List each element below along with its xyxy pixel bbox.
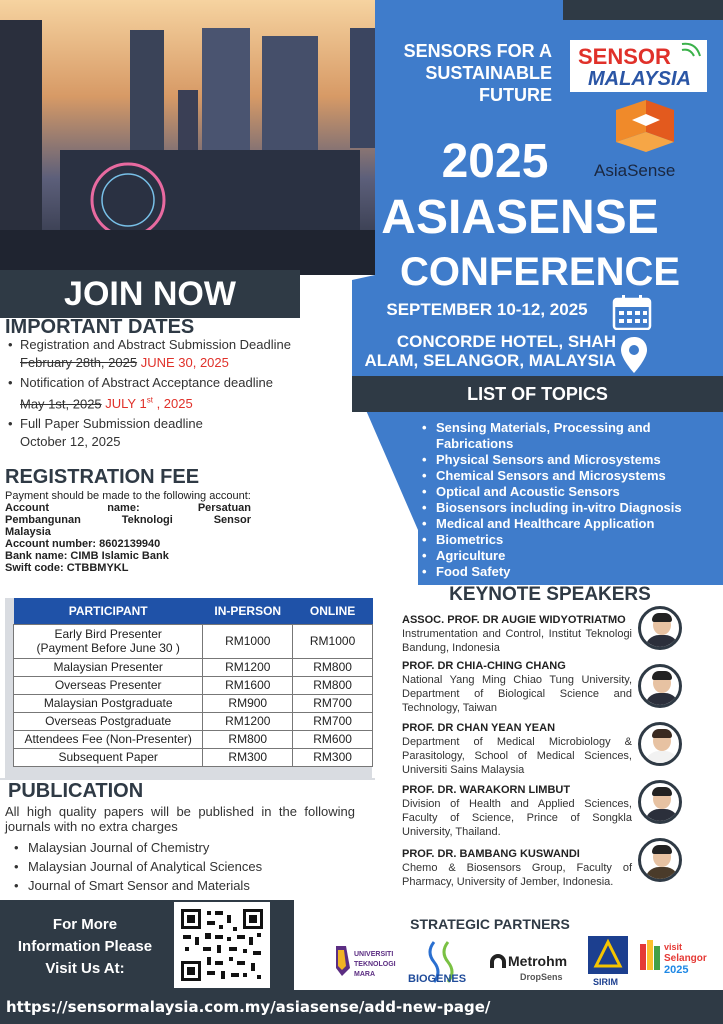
speaker-name: PROF. DR. WARAKORN LIMBUT (402, 784, 571, 796)
speaker-entry (402, 660, 632, 715)
participant-cell: Subsequent Paper (14, 748, 203, 766)
city-skyline-photo (0, 0, 375, 275)
svg-text:AsiaSense: AsiaSense (594, 161, 676, 180)
important-dates-heading: IMPORTANT DATES (5, 316, 195, 338)
in-person-fee: RM1600 (203, 676, 293, 694)
svg-text:SENSOR: SENSOR (578, 44, 671, 69)
speaker-photo (638, 838, 682, 882)
publication-heading: PUBLICATION (8, 780, 144, 802)
date-label: Registration and Abstract Submission Deadline (20, 337, 291, 352)
svg-text:DropSens: DropSens (520, 972, 563, 982)
calendar-icon (612, 294, 652, 330)
table-row (14, 624, 373, 658)
asiasense-logo (586, 100, 708, 182)
participant-cell: Early Bird Presenter (Payment Before June 30 ) (14, 624, 203, 658)
journal-item: • Journal of Smart Sensor and Materials (12, 876, 262, 895)
partner-logo-sirim (586, 934, 630, 988)
fee-table (13, 598, 373, 767)
svg-text:UNIVERSITI: UNIVERSITI (354, 951, 394, 958)
online-fee: RM800 (293, 658, 373, 676)
payment-info (5, 490, 251, 574)
topic-item: • Medical and Healthcare Application (420, 516, 700, 532)
partner-logo-visit-selangor (636, 934, 718, 988)
date-label: Full Paper Submission deadline (20, 416, 203, 432)
svg-text:Metrohm: Metrohm (508, 953, 568, 969)
date-label: Notification of Abstract Acceptance deadline (20, 375, 273, 390)
table-row (14, 676, 373, 694)
online-fee: RM600 (293, 730, 373, 748)
fee-table-panel (5, 598, 372, 778)
speaker-entry (402, 784, 632, 839)
column-header: ONLINE (293, 598, 373, 624)
online-fee: RM700 (293, 712, 373, 730)
topic-item: • Optical and Acoustic Sensors (420, 484, 700, 500)
tagline (376, 40, 552, 106)
online-fee: RM700 (293, 694, 373, 712)
join-now-banner: JOIN NOW (0, 270, 300, 318)
topics-list (420, 420, 700, 580)
in-person-fee: RM1200 (203, 658, 293, 676)
svg-text:MARA: MARA (354, 971, 375, 978)
payment-intro: Payment should be made to the following account: (5, 490, 251, 502)
speaker-name: PROF. DR. BAMBANG KUSWANDI (402, 848, 580, 860)
account-name-line: Account name: Persatuan (5, 502, 252, 514)
speaker-photo (638, 780, 682, 824)
tagline-line: SUSTAINABLE (425, 63, 552, 83)
topics-heading: LIST OF TOPICS (352, 376, 723, 412)
new-date: JUNE 30, 2025 (140, 355, 229, 370)
in-person-fee: RM1200 (203, 712, 293, 730)
column-header: IN-PERSON (203, 598, 293, 624)
topic-item: • Physical Sensors and Microsystems (420, 452, 700, 468)
partner-logo-biogenes (404, 934, 480, 988)
speaker-photo (638, 606, 682, 650)
more-info-text: For More Information Please Visit Us At: (17, 916, 153, 977)
speaker-affiliation: National Yang Ming Chiao Tung University, Department of Biological Science and Technology, Taiwan (402, 674, 632, 714)
journal-list (12, 838, 262, 895)
venue-line: ALAM, SELANGOR, MALAYSIA (364, 351, 616, 370)
speaker-affiliation: Division of Health and Applied Sciences, Faculty of Science, Prince of Songkla University, Thailand. (402, 798, 632, 838)
table-row (14, 730, 373, 748)
svg-text:Selangor: Selangor (664, 953, 707, 964)
account-name-line: Malaysia (5, 526, 51, 538)
svg-text:visit: visit (664, 942, 683, 952)
keynote-heading: KEYNOTE SPEAKERS (449, 584, 651, 605)
topic-item: • Food Safety (420, 564, 700, 580)
speaker-entry (402, 722, 632, 777)
online-fee: RM300 (293, 748, 373, 766)
in-person-fee: RM900 (203, 694, 293, 712)
topic-item: • Agriculture (420, 548, 700, 564)
date-item (8, 336, 348, 372)
svg-text:2025: 2025 (664, 964, 689, 976)
bank-name: Bank name: CIMB Islamic Bank (5, 550, 169, 562)
table-row (14, 694, 373, 712)
participant-cell: Overseas Presenter (14, 676, 203, 694)
table-row (14, 658, 373, 676)
speaker-affiliation: Department of Medical Microbiology & Parasitology, School of Medical Sciences, Universiti Sains Malaysia (402, 736, 632, 776)
topic-item: • Sensing Materials, Processing and Fabrications (420, 420, 700, 452)
conference-dates: SEPTEMBER 10-12, 2025 (386, 300, 588, 319)
topic-item: • Chemical Sensors and Microsystems (420, 468, 700, 484)
date-item (8, 415, 348, 451)
svg-text:TEKNOLOGI: TEKNOLOGI (354, 961, 396, 968)
speaker-entry (402, 848, 632, 889)
partner-logo-metrohm (486, 934, 578, 988)
online-fee: RM800 (293, 676, 373, 694)
svg-text:MALAYSIA: MALAYSIA (588, 68, 691, 90)
qr-code[interactable] (174, 902, 270, 988)
new-date: JULY 1st , 2025 (105, 396, 193, 412)
conference-name-line2: CONFERENCE (400, 250, 681, 294)
old-date: February 28th, 2025 (20, 355, 138, 370)
registration-heading: REGISTRATION FEE (5, 466, 200, 488)
partner-logos (332, 934, 722, 990)
swift-code: Swift code: CTBBMYKL (5, 562, 129, 574)
topic-item: • Biosensors including in-vitro Diagnosis (420, 500, 700, 516)
location-pin-icon (620, 336, 648, 374)
speaker-affiliation: Chemo & Biosensors Group, Faculty of Pharmacy, University of Jember, Indonesia. (402, 862, 632, 888)
svg-text:SIRIM: SIRIM (593, 977, 619, 987)
topic-item: • Biometrics (420, 532, 700, 548)
account-name-line: Pembangunan Teknologi Sensor (5, 514, 252, 526)
speaker-name: ASSOC. PROF. DR AUGIE WIDYOTRIATMO (402, 614, 626, 626)
publication-text: All high quality papers will be published in the following journals with no extra charges (5, 804, 355, 834)
website-url-link[interactable]: https://sensormalaysia.com.my/asiasense/add-new-page/ (0, 990, 723, 1024)
svg-text:BIOGENES: BIOGENES (408, 973, 467, 985)
speaker-name: PROF. DR CHAN YEAN YEAN (402, 722, 556, 734)
participant-cell: Overseas Postgraduate (14, 712, 203, 730)
sensor-malaysia-logo (570, 40, 707, 92)
in-person-fee: RM800 (203, 730, 293, 748)
strategic-partners-heading: STRATEGIC PARTNERS (410, 916, 570, 932)
speaker-affiliation: Instrumentation and Control, Institut Teknologi Bandung, Indonesia (402, 628, 632, 654)
speaker-photo (638, 722, 682, 766)
speaker-photo (638, 664, 682, 708)
speaker-name: PROF. DR CHIA-CHING CHANG (402, 660, 566, 672)
venue (352, 332, 616, 370)
participant-cell: Malaysian Presenter (14, 658, 203, 676)
venue-line: CONCORDE HOTEL, SHAH (396, 332, 616, 351)
table-row (14, 748, 373, 766)
account-number: Account number: 8602139940 (5, 538, 161, 550)
speaker-entry (402, 614, 632, 655)
date-value: October 12, 2025 (20, 434, 121, 450)
in-person-fee: RM300 (203, 748, 293, 766)
participant-cell: Malaysian Postgraduate (14, 694, 203, 712)
online-fee: RM1000 (293, 624, 373, 658)
table-row (14, 712, 373, 730)
partner-logo-uitm (332, 934, 398, 988)
journal-item: • Malaysian Journal of Chemistry (12, 838, 262, 857)
table-header-row (14, 598, 373, 624)
date-item (8, 374, 348, 413)
journal-item: • Malaysian Journal of Analytical Sciences (12, 857, 262, 876)
column-header: PARTICIPANT (14, 598, 203, 624)
conference-year: 2025 (441, 135, 549, 188)
in-person-fee: RM1000 (203, 624, 293, 658)
participant-cell: Attendees Fee (Non-Presenter) (14, 730, 203, 748)
top-right-band (563, 0, 723, 20)
important-dates-list (8, 336, 348, 453)
conference-name-line1: ASIASENSE (381, 191, 659, 244)
tagline-line: FUTURE (479, 85, 552, 105)
old-date: May 1st, 2025 (20, 396, 102, 412)
tagline-line: SENSORS FOR A (403, 41, 552, 61)
